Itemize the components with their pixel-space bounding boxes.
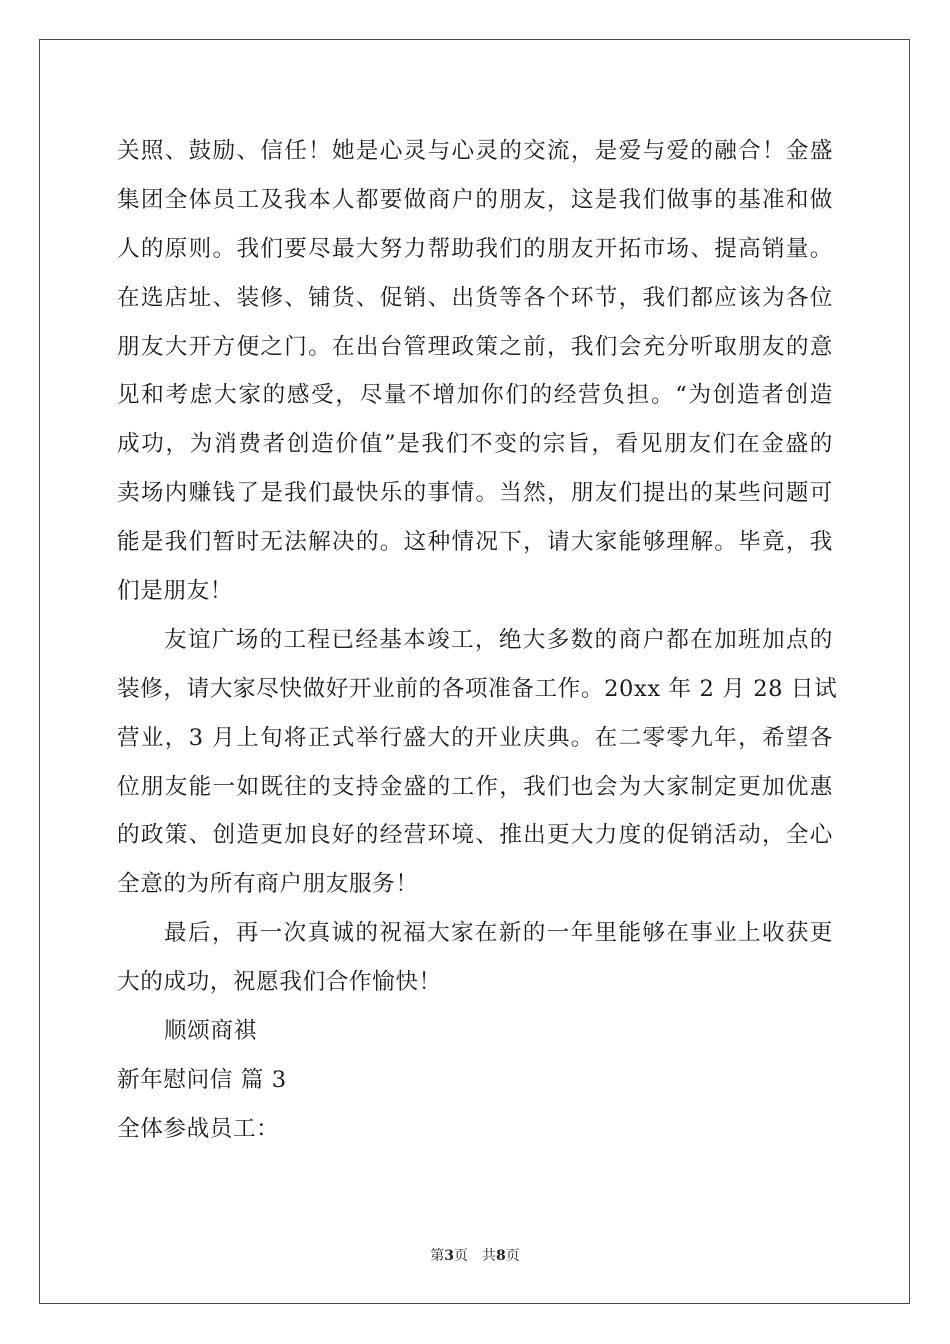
text-line: 能是我们暂时无法解决的。这种情况下，请大家能够理解。毕竟，我 <box>117 529 833 556</box>
text-line: 关照、鼓励、信任！她是心灵与心灵的交流，是爱与爱的融合！金盛 <box>117 138 833 164</box>
letter-greeting: 全体参战员工： <box>117 1115 280 1142</box>
footer-total-pages: 8 <box>496 1248 506 1264</box>
footer-prefix: 第 <box>430 1248 445 1264</box>
page-footer <box>0 1245 950 1265</box>
section-heading: 新年慰问信 篇 3 <box>117 1066 287 1093</box>
text-line: 卖场内赚钱了是我们最快乐的事情。当然，朋友们提出的某些问题可 <box>117 480 833 507</box>
text-line: 大的成功，祝愿我们合作愉快！ <box>117 969 442 996</box>
paragraph-first-line: 友谊广场的工程已经基本竣工，绝大多数的商户都在加班加点的 <box>164 626 833 653</box>
text-line: 人的原则。我们要尽最大努力帮助我们的朋友开拓市场、提高销量。 <box>117 235 833 262</box>
footer-mid: 页 共 <box>454 1248 496 1264</box>
text-line: 集团全体员工及我本人都要做商户的朋友，这是我们做事的基准和做 <box>117 186 833 213</box>
footer-suffix: 页 <box>505 1248 520 1264</box>
text-line: 的政策、创造更加良好的经营环境、推出更大力度的促销活动，全心 <box>117 822 833 849</box>
text-line: 在选店址、装修、铺货、促销、出货等各个环节，我们都应该为各位 <box>117 284 833 311</box>
text-line: 全意的为所有商户朋友服务！ <box>117 871 419 898</box>
text-line: 见和考虑大家的感受，尽量不增加你们的经营负担。“为创造者创造 <box>117 382 833 409</box>
text-line: 装修，请大家尽快做好开业前的各项准备工作。20xx 年 2 月 28 日试 <box>117 675 838 702</box>
text-line: 成功，为消费者创造价值”是我们不变的宗旨，看见朋友们在金盛的 <box>117 431 833 458</box>
text-line: 营业，3 月上旬将正式举行盛大的开业庆典。在二零零九年，希望各 <box>117 724 833 751</box>
text-line: 们是朋友！ <box>117 578 233 605</box>
text-line: 朋友大开方便之门。在出台管理政策之前，我们会充分听取朋友的意 <box>117 333 833 360</box>
paragraph-first-line: 最后，再一次真诚的祝福大家在新的一年里能够在事业上收获更 <box>164 920 833 947</box>
closing-salutation: 顺颂商祺 <box>164 1018 257 1045</box>
footer-current-page: 3 <box>444 1248 454 1264</box>
document-body <box>117 127 838 1154</box>
text-line: 位朋友能一如既往的支持金盛的工作，我们也会为大家制定更加优惠 <box>117 773 833 800</box>
